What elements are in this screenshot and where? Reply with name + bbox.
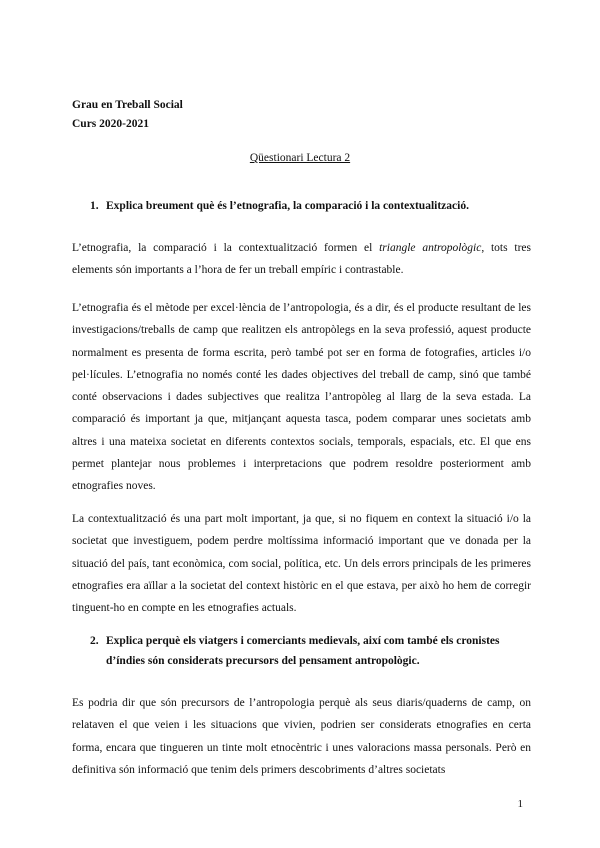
question-2-text: Explica perquè els viatgers i comerciants medievals, així com també els cronistes d’índies són considerats precursors del pensament antropològic. — [106, 635, 500, 667]
paragraph-4: Es podria dir que són precursors de l’antropologia perquè als seus diaris/quaderns de camp, on relataven el que veien i les situacions que vivien, podrien ser considerats etnografies en certa forma, encara que tingueren un tinte molt etnocèntric i unes valoracions massa personals. Però en definitiva són informació que tenim dels primers descobriments d’altres societats — [72, 697, 531, 776]
document-title: Qüestionari Lectura 2 — [249, 152, 351, 164]
question-1-number: 1. — [90, 200, 99, 212]
paragraph-2: L’etnografia és el mètode per excel·lència de l’antropologia, és a dir, és el producte resultant de les investigacions/treballs de camp que realitzen els antropòlegs en la seva professió, aquest producte normalment es presenta de forma escrita, però també pot ser en forma de fotografies, articles i/o pel·lícules. L’etnografia no només conté les dades objectives del treball de camp, sinó que també conté observacions i dades subjectives que realitza l’antropòleg al llarg de la seva estada. La comparació és important ja que, mitjançant aquesta tasca, podem comparar unes societats amb altres i una mateixa societat en diferents contextos socials, temporals, espacials, etc. El que ens permet plantejar nous problemes i interpretacions que podrem resoldre posteriorment amb etnografies noves. — [72, 302, 531, 493]
paragraph-1 — [72, 237, 531, 282]
question-1-text: Explica breument què és l’etnografia, la comparació i la contextualització. — [106, 200, 469, 212]
question-1 — [72, 196, 532, 216]
degree-name: Grau en Treball Social — [72, 99, 183, 111]
paragraph-1-end: , tots tres elements són importants a l’hora de fer un treball empíric i contrastable. — [72, 242, 531, 277]
course-year: Curs 2020-2021 — [72, 118, 149, 130]
page-number: 1 — [517, 798, 523, 810]
document-header — [72, 96, 183, 134]
paragraph-1-start: L’etnografia, la comparació i la contextualització formen el — [72, 242, 380, 254]
question-2-number: 2. — [90, 635, 99, 647]
paragraph-1-italic-term: triangle antropològic — [379, 242, 482, 254]
question-2 — [72, 631, 532, 671]
paragraph-3: La contextualització és una part molt important, ja que, si no fiquem en context la situació i/o la societat que investiguem, podem perdre moltíssima informació important que ve donada per la situació del país, tant econòmica, com social, política, etc. Un dels errors principals de les primeres etnografies era aïllar a la societat del context històric en el que estava, per això ho hem de corregir tinguent-ho en compte en les etnografies actuals. — [72, 513, 531, 615]
